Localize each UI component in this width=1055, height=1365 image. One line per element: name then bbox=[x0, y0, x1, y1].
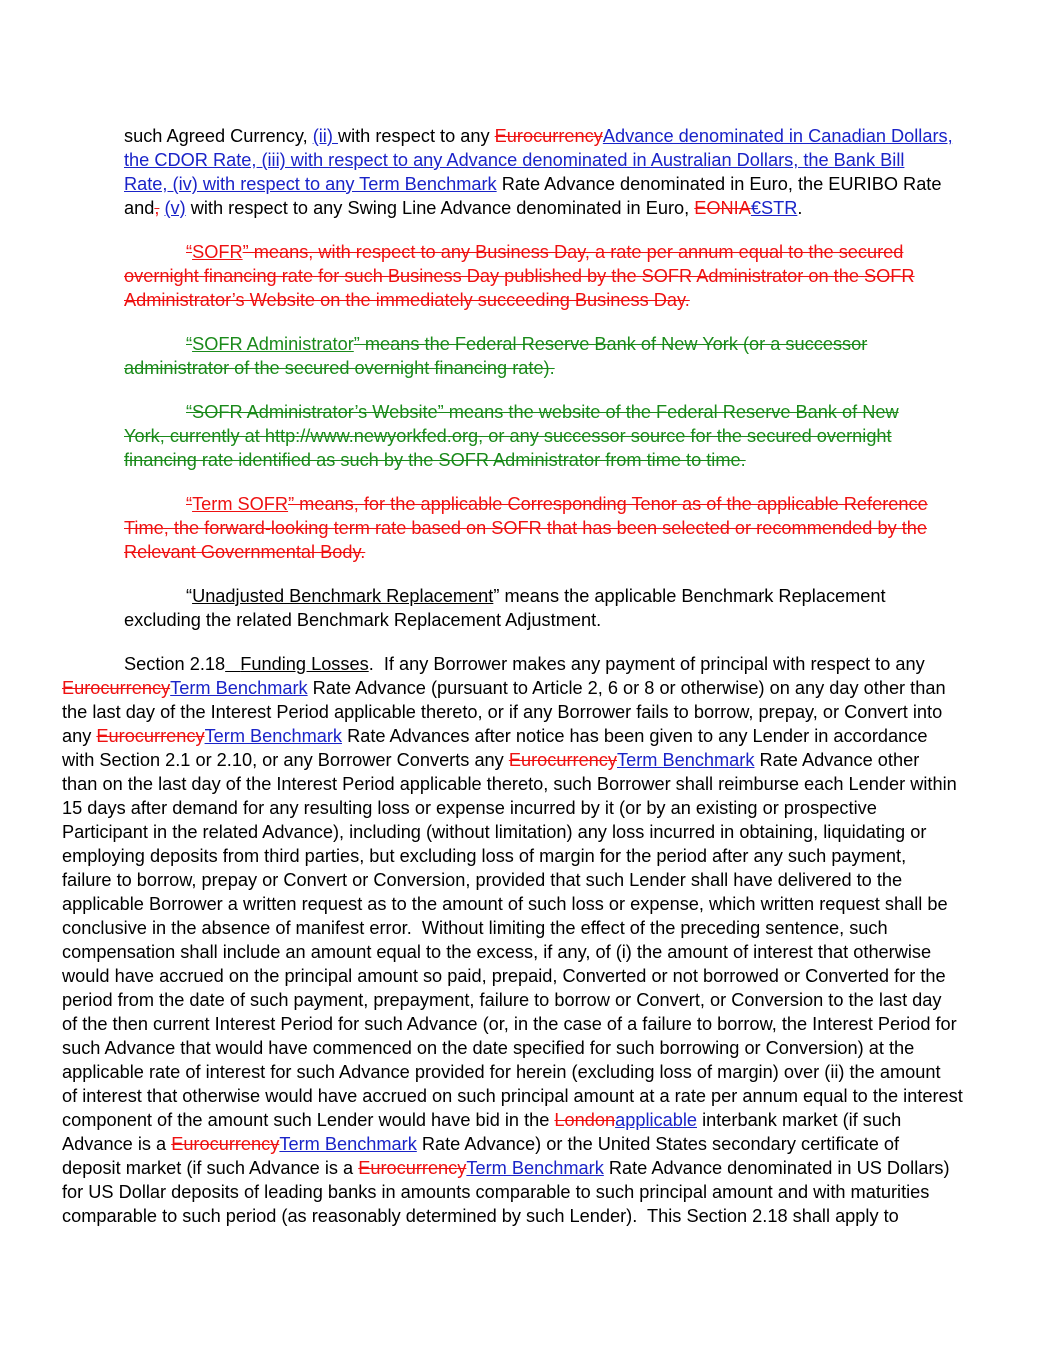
text-line bbox=[62, 988, 963, 1012]
inserted-text: applicable bbox=[615, 1110, 698, 1130]
text-run: with respect to any bbox=[337, 126, 495, 146]
text-run: applicable Borrower a written request as to the amount of such loss or expense, which written request shall be bbox=[62, 894, 948, 914]
deleted-text: “ bbox=[186, 242, 193, 262]
text-run: Rate Advance (pursuant to Article 2, 6 or 8 or otherwise) on any day other than bbox=[307, 678, 946, 698]
text-run: employing deposits from third parties, but excluding loss of margin for the period after any such payment, bbox=[62, 846, 907, 866]
text-run: Rate Advance) or the United States secondary certificate of bbox=[416, 1134, 900, 1154]
definition-sofr-administrator-website bbox=[124, 400, 899, 472]
deleted-text: ” means, for the applicable Corresponding Tenor as of the applicable Reference bbox=[288, 494, 928, 514]
text-run: compensation shall include an amount equal to the excess, if any, of (i) the amount of interest that otherwise bbox=[62, 942, 932, 962]
text-line bbox=[62, 916, 963, 940]
text-run: “ bbox=[186, 586, 193, 606]
text-run: of the then current Interest Period for such Advance (or, in the case of a failure to borrow, the Interest Period for bbox=[62, 1014, 957, 1034]
inserted-text: Rate, (iv) with respect to any Term Benchmark bbox=[124, 174, 497, 194]
text-line bbox=[62, 964, 963, 988]
text-run: such Advance that would have commenced on the date specified for such borrowing or Conversion) at the bbox=[62, 1038, 915, 1058]
section-number: Section 2.18 bbox=[124, 654, 226, 674]
text-line bbox=[62, 772, 963, 796]
text-line bbox=[62, 748, 963, 772]
text-run: than on the last day of the Interest Period applicable thereto, such Borrower shall reimburse each Lender within bbox=[62, 774, 957, 794]
deleted-text: Eurocurrency bbox=[96, 726, 205, 746]
inserted-text: Term Benchmark bbox=[617, 750, 755, 770]
heading-gap bbox=[225, 654, 240, 674]
text-line bbox=[124, 400, 899, 424]
text-line bbox=[62, 700, 963, 724]
text-line bbox=[62, 844, 963, 868]
deleted-text: London bbox=[554, 1110, 616, 1130]
text-line bbox=[62, 652, 963, 676]
text-run: conclusive in the absence of manifest error. Without limiting the effect of the preceding sentence, such bbox=[62, 918, 888, 938]
moved-text: “ bbox=[186, 334, 193, 354]
text-line bbox=[124, 124, 953, 148]
moved-text: financing rate identified as such by the SOFR Administrator from time to time. bbox=[124, 450, 746, 470]
text-run: Rate Advance denominated in Euro, the EURIBO Rate bbox=[496, 174, 942, 194]
text-line bbox=[62, 1180, 963, 1204]
text-run: with respect to any Swing Line Advance denominated in Euro, bbox=[185, 198, 695, 218]
text-run: and bbox=[124, 198, 155, 218]
text-line bbox=[124, 288, 915, 312]
text-run: the last day of the Interest Period applicable thereto, or if any Borrower fails to borrow, prepay, or Convert into bbox=[62, 702, 943, 722]
inserted-text: Term Benchmark bbox=[466, 1158, 604, 1178]
section-2-18-funding-losses bbox=[62, 652, 963, 1228]
text-line bbox=[124, 584, 886, 608]
deleted-text: Eurocurrency bbox=[62, 678, 171, 698]
text-line bbox=[62, 1012, 963, 1036]
text-run: ” means the applicable Benchmark Replacement bbox=[493, 586, 886, 606]
text-run: interbank market (if such bbox=[697, 1110, 902, 1130]
text-line bbox=[62, 676, 963, 700]
text-run: component of the amount such Lender would have bid in the bbox=[62, 1110, 555, 1130]
text-line bbox=[124, 608, 886, 632]
moved-text: “SOFR Administrator’s Website” means the website of the Federal Reserve Bank of New bbox=[186, 402, 899, 422]
text-line bbox=[124, 172, 953, 196]
text-run: comparable to such period (as reasonably determined by such Lender). This Section 2.18 shall apply to bbox=[62, 1206, 899, 1226]
text-run: . bbox=[797, 198, 803, 218]
inserted-text: (ii) bbox=[312, 126, 338, 146]
deleted-text: “ bbox=[186, 494, 193, 514]
deleted-text: Relevant Governmental Body. bbox=[124, 542, 366, 562]
section-heading: Funding Losses bbox=[240, 654, 369, 674]
text-run: would have accrued on the principal amount so paid, prepaid, Converted or not borrowed or Converted for the bbox=[62, 966, 946, 986]
inserted-text: €STR bbox=[750, 198, 798, 218]
text-line bbox=[62, 892, 963, 916]
text-run: with Section 2.1 or 2.10, or any Borrower Converts any bbox=[62, 750, 509, 770]
moved-text: ” means the Federal Reserve Bank of New York (or a successor bbox=[353, 334, 868, 354]
deleted-text: ” means, with respect to any Business Day, a rate per annum equal to the secured bbox=[242, 242, 904, 262]
text-run: excluding the related Benchmark Replacement Adjustment. bbox=[124, 610, 602, 630]
text-line bbox=[124, 540, 928, 564]
deleted-text: Administrator’s Website on the immediately succeeding Business Day. bbox=[124, 290, 690, 310]
definition-sofr bbox=[124, 240, 915, 312]
moved-text: York, currently at http://www.newyorkfed.org, or any successor source for the secured overnight bbox=[124, 426, 892, 446]
deleted-text: , bbox=[154, 198, 160, 218]
text-line bbox=[62, 820, 963, 844]
text-line bbox=[62, 1084, 963, 1108]
definition-term-sofr bbox=[124, 492, 928, 564]
text-line bbox=[62, 1108, 963, 1132]
text-line bbox=[62, 868, 963, 892]
deleted-text: Time, the forward-looking term rate based on SOFR that has been selected or recommended by the bbox=[124, 518, 928, 538]
deleted-text: overnight financing rate for such Business Day published by the SOFR Administrator on the SOFR bbox=[124, 266, 915, 286]
moved-text: administrator of the secured overnight financing rate). bbox=[124, 358, 555, 378]
text-run: Rate Advance denominated in US Dollars) bbox=[603, 1158, 950, 1178]
deleted-text: Eurocurrency bbox=[171, 1134, 280, 1154]
text-run: . If any Borrower makes any payment of principal with respect to any bbox=[368, 654, 925, 674]
text-run: Rate Advances after notice has been given to any Lender in accordance bbox=[342, 726, 928, 746]
inserted-text: Term Benchmark bbox=[279, 1134, 417, 1154]
text-run: of interest that otherwise would have accrued on such principal amount at a rate per annum equal to the interest bbox=[62, 1086, 963, 1106]
deleted-text: Eurocurrency bbox=[358, 1158, 467, 1178]
text-line bbox=[62, 796, 963, 820]
text-line bbox=[124, 332, 867, 356]
text-run: Rate Advance other bbox=[754, 750, 920, 770]
text-line bbox=[124, 492, 928, 516]
text-run: 15 days after demand for any resulting loss or expense incurred by it (or by an existing or prospective bbox=[62, 798, 877, 818]
defined-term: SOFR bbox=[192, 242, 243, 262]
text-run: such Agreed Currency, bbox=[124, 126, 313, 146]
text-run: period from the date of such payment, prepayment, failure to borrow or Convert, or Conversion to the last day bbox=[62, 990, 942, 1010]
inserted-text: Term Benchmark bbox=[170, 678, 308, 698]
text-run: for US Dollar deposits of leading banks in amounts comparable to such principal amount and with maturities bbox=[62, 1182, 930, 1202]
text-line bbox=[124, 240, 915, 264]
text-line bbox=[62, 1060, 963, 1084]
text-run: any bbox=[62, 726, 97, 746]
text-run: Advance is a bbox=[62, 1134, 172, 1154]
defined-term: Unadjusted Benchmark Replacement bbox=[192, 586, 494, 606]
inserted-text: Term Benchmark bbox=[204, 726, 343, 746]
text-line bbox=[124, 424, 899, 448]
text-line bbox=[62, 1132, 963, 1156]
defined-term: Term SOFR bbox=[192, 494, 289, 514]
definition-unadjusted-benchmark-replacement bbox=[124, 584, 886, 632]
text-run: failure to borrow, prepay or Convert or Conversion, provided that such Lender shall have delivered to the bbox=[62, 870, 903, 890]
text-line bbox=[124, 516, 928, 540]
deleted-text: Eurocurrency bbox=[508, 750, 617, 770]
text-line bbox=[62, 1156, 963, 1180]
text-run: deposit market (if such Advance is a bbox=[62, 1158, 359, 1178]
text-line bbox=[62, 1036, 963, 1060]
inserted-text: the CDOR Rate, (iii) with respect to any Advance denominated in Australian Dollars, the Bank Bill bbox=[124, 150, 905, 170]
inserted-text: Advance denominated in Canadian Dollars, bbox=[602, 126, 953, 146]
text-line bbox=[124, 264, 915, 288]
text-run: applicable rate of interest for such Advance provided for herein (excluding loss of margin) over (ii) the amount bbox=[62, 1062, 941, 1082]
deleted-text: EONIA bbox=[694, 198, 751, 218]
text-line bbox=[124, 148, 953, 172]
text-line bbox=[62, 1204, 963, 1228]
text-line bbox=[62, 724, 963, 748]
deleted-text: Eurocurrency bbox=[494, 126, 603, 146]
text-line bbox=[124, 196, 953, 220]
definition-sofr-administrator bbox=[124, 332, 867, 380]
text-line bbox=[62, 940, 963, 964]
paragraph-agreed-currency bbox=[124, 124, 953, 220]
text-line bbox=[124, 356, 867, 380]
text-line bbox=[124, 448, 899, 472]
inserted-text: (v) bbox=[164, 198, 186, 218]
defined-term: SOFR Administrator bbox=[192, 334, 354, 354]
text-run: Participant in the related Advance), including (without limitation) any loss incurred in obtaining, liquidating or bbox=[62, 822, 927, 842]
